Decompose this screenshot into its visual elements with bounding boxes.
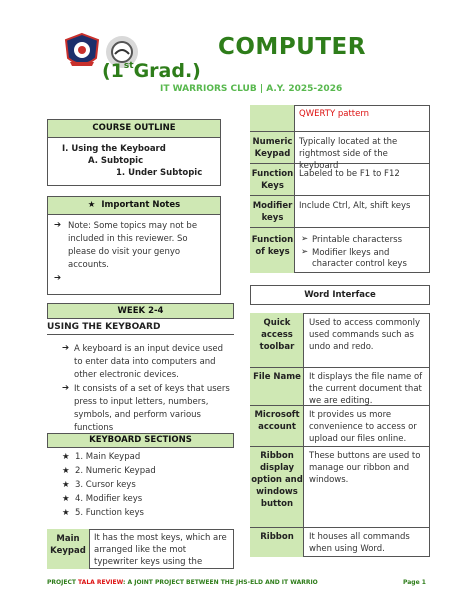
week-label: WEEK 2-4 — [47, 303, 234, 319]
quick-access-head: Quick access toolbar — [259, 318, 295, 352]
divider — [250, 195, 430, 196]
chevron-icon: ➢ — [301, 234, 309, 244]
club-subtitle: IT WARRIORS CLUB | A.Y. 2025-2026 — [160, 84, 343, 94]
outline-item-3: 1. Under Subtopic — [116, 168, 203, 178]
arrow-icon: ➔ — [62, 343, 70, 353]
star-icon: ★ — [62, 466, 70, 476]
star-icon: ★ — [62, 494, 70, 504]
grade-label: (1stGrad.) — [102, 60, 201, 82]
ribbon-display-text: These buttons are used to manage our ribbon and windows. — [309, 451, 421, 485]
ribbon-text: It houses all commands when using Word. — [309, 532, 410, 554]
list-item: 5. Function keys — [75, 508, 144, 518]
keyboard-bullet-1: A keyboard is an input device used to enter data into computers and other electronic devices. — [74, 344, 224, 380]
keyboard-bullet-2: It consists of a set of keys that users press to input letters, numbers, symbols, and perform various functions — [74, 384, 230, 433]
page-title: COMPUTER — [218, 34, 366, 60]
outline-item-1: I. Using the Keyboard — [62, 144, 166, 154]
section-heading: USING THE KEYBOARD — [47, 322, 161, 332]
divider — [250, 527, 430, 528]
ribbon-head: Ribbon — [260, 532, 294, 542]
main-keypad-text: It has the most keys, which are arranged like the mot typewriter keys using the — [94, 533, 227, 567]
list-item: 3. Cursor keys — [75, 480, 136, 490]
arrow-icon: ➔ — [62, 383, 70, 393]
important-notes-header: ★ Important Notes — [47, 196, 221, 215]
chevron-icon: ➢ — [301, 247, 309, 257]
list-item: 2. Numeric Keypad — [75, 466, 156, 476]
school-seal-logo — [62, 32, 102, 72]
word-interface-title: Word Interface — [250, 285, 430, 305]
function-of-keys-head: Function of keys — [251, 235, 294, 257]
fok-sub-2: Modifier lkeys and character control keys — [312, 248, 407, 269]
keyboard-sections-header: KEYBOARD SECTIONS — [47, 433, 234, 448]
divider — [250, 131, 430, 132]
star-icon: ★ — [87, 200, 96, 210]
list-item: 4. Modifier keys — [75, 494, 143, 504]
numeric-keypad-text: Typically located at the rightmost side of the keyboard — [299, 137, 398, 171]
star-icon: ★ — [62, 480, 70, 490]
page-number: Page 1 — [403, 579, 426, 586]
modifier-keys-head: Modifier keys — [252, 201, 293, 223]
quick-access-text: Used to access commonly used commands such as undo and redo. — [309, 318, 420, 352]
file-name-text: It displays the file name of the current document that we are editing. — [309, 372, 423, 406]
divider — [250, 446, 430, 447]
star-icon: ★ — [62, 508, 70, 518]
qwerty-text: QWERTY pattern — [299, 109, 370, 119]
function-keys-head: Function Keys — [251, 169, 294, 191]
star-icon: ★ — [62, 452, 70, 462]
arrow-icon: ➔ — [54, 273, 62, 283]
divider — [250, 367, 430, 368]
microsoft-account-head: Microsoft account — [254, 410, 300, 432]
footer-text: PROJECT TALA REVIEW: A JOINT PROJECT BETWEEN THE JHS-ELD AND IT WARRIO — [47, 579, 318, 586]
arrow-icon: ➔ — [54, 220, 62, 230]
microsoft-account-text: It provides us more convenience to access or upload our files online. — [309, 410, 417, 444]
outline-item-2: A. Subtopic — [88, 156, 144, 166]
course-outline-header: COURSE OUTLINE — [47, 119, 221, 138]
file-name-head: File Name — [253, 372, 301, 382]
main-keypad-head: Main Keypad — [47, 529, 90, 569]
sections-list — [75, 450, 156, 520]
divider — [250, 227, 430, 228]
section-stars — [62, 450, 70, 520]
note-text: Note: Some topics may not be included in this reviewer. So please do visit your genyo accounts. — [68, 221, 198, 270]
list-item: 1. Main Keypad — [75, 452, 141, 462]
function-keys-text: Labeled to be F1 to F12 — [299, 169, 400, 179]
modifier-keys-text: Include Ctrl, Alt, shift keys — [299, 201, 411, 211]
ribbon-display-head: Ribbon display option and windows button — [251, 451, 303, 509]
numeric-keypad-head: Numeric Keypad — [252, 137, 293, 159]
divider — [47, 334, 234, 335]
fok-sub-1: Printable characterss — [312, 235, 403, 245]
